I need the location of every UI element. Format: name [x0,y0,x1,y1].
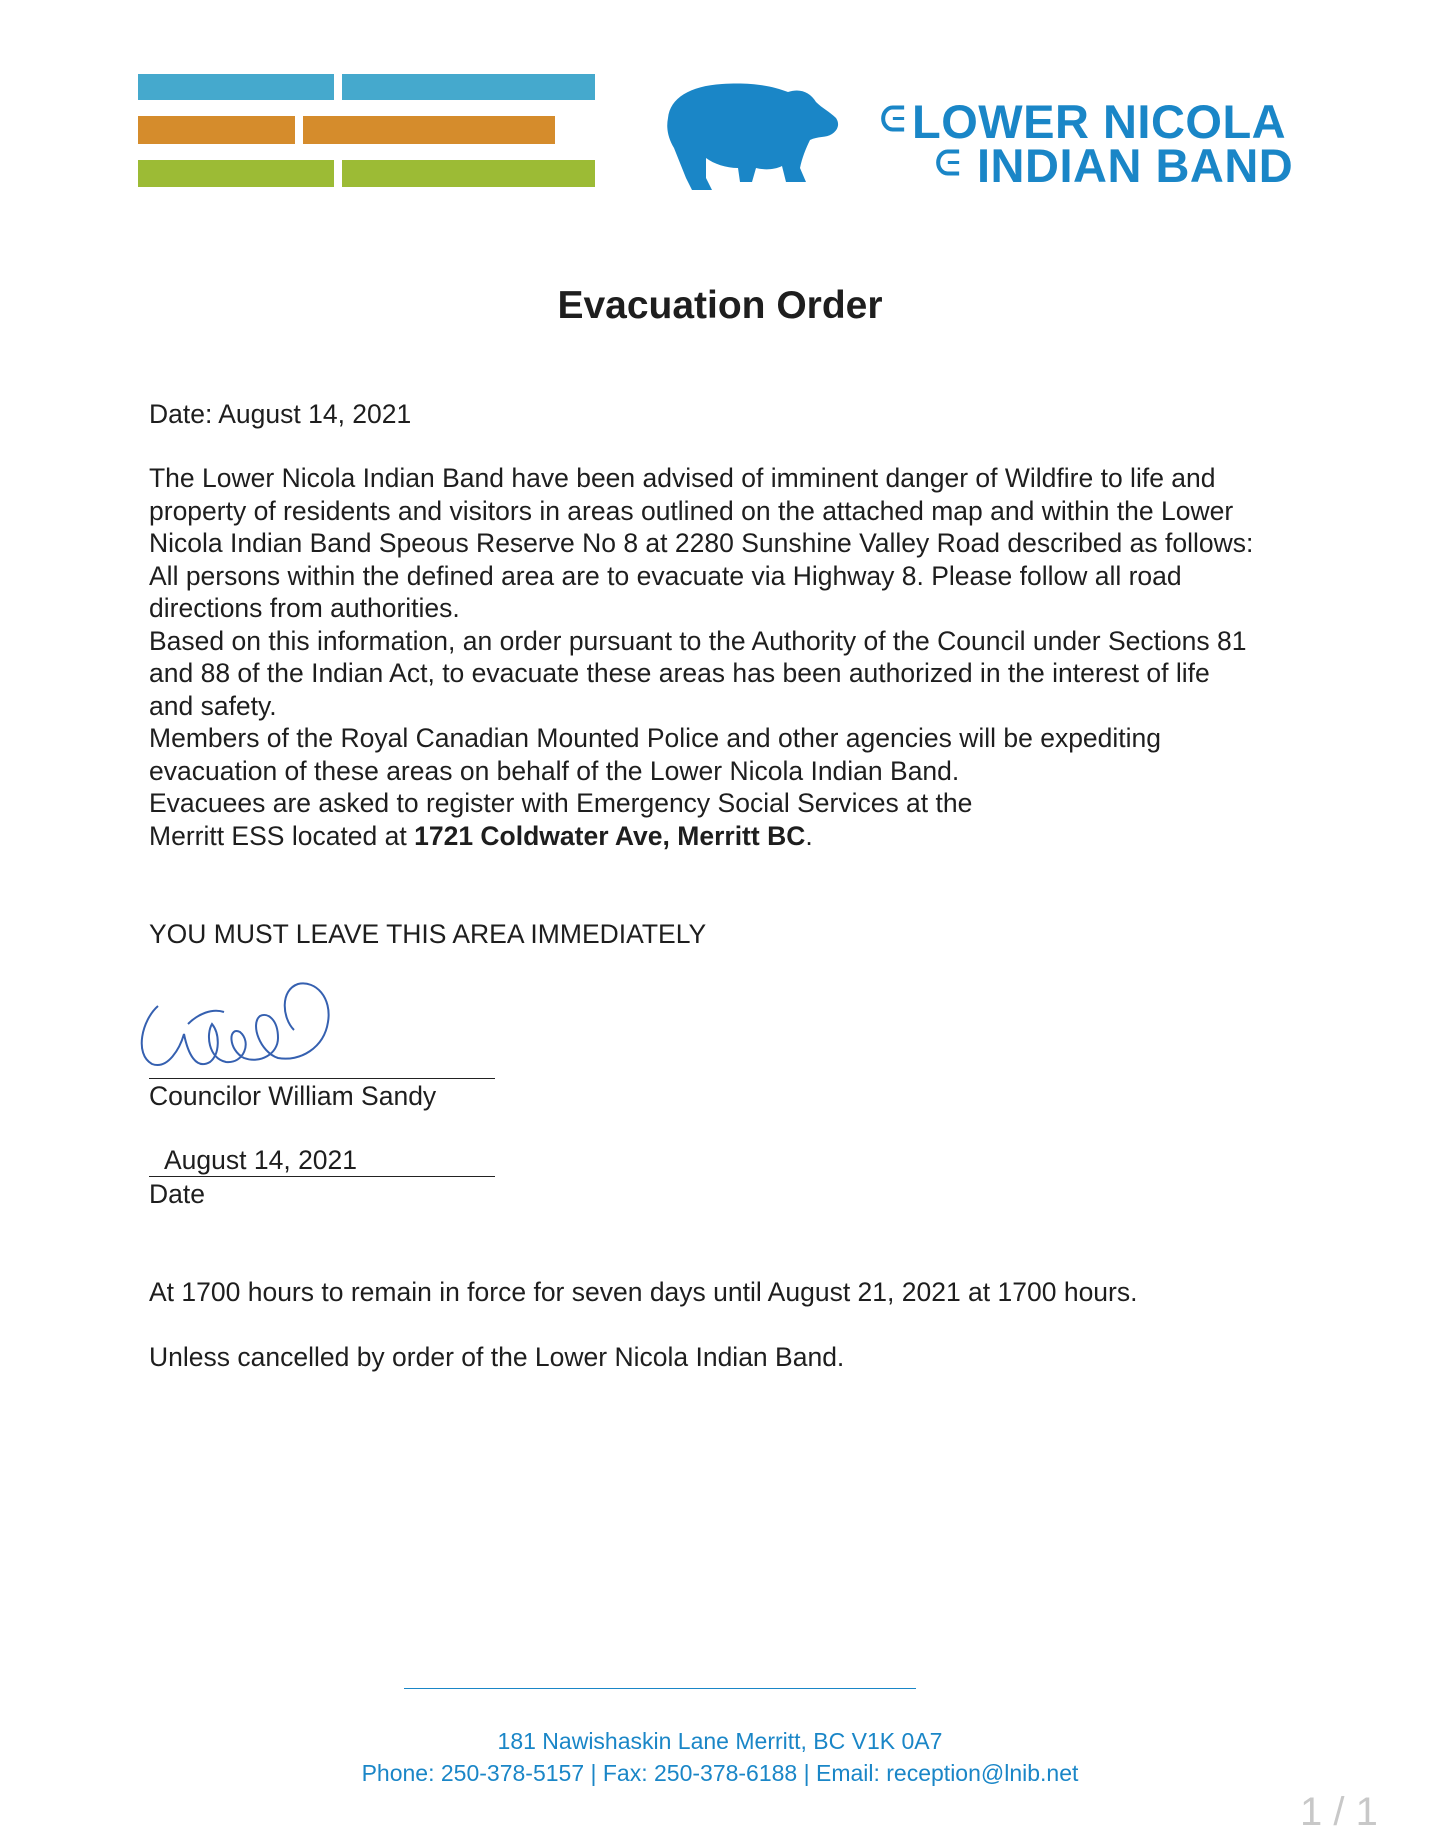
date-line: Date: August 14, 2021 [149,399,412,429]
signatory-name: Councilor William Sandy [149,1081,437,1111]
ess-address: 1721 Coldwater Ave, Merritt BC [414,820,806,851]
brand-mark-icon: ᕮ [880,101,906,139]
body-line: Members of the Royal Canadian Mounted Police and other agencies will be expediting [149,723,1162,753]
body-line: and 88 of the Indian Act, to evacuate these areas has been authorized in the interest of life [149,658,1210,688]
body-line: directions from authorities. [149,593,460,623]
stripe-orange-left [138,116,295,144]
brand-line-2: INDIAN BAND [977,139,1294,192]
brand-line-1: LOWER NICOLA [912,95,1287,148]
body-line: Based on this information, an order pursuant to the Authority of the Council under Sections 81 [149,625,1247,656]
footer-divider [404,1688,916,1689]
date-line-rule [149,1176,495,1177]
body-line: The Lower Nicola Indian Band have been advised of imminent danger of Wildfire to life and [149,463,1216,493]
stripe-green-left [138,160,334,187]
footer-contact: Phone: 250-378-5157 | Fax: 250-378-6188 | Email: reception@lnib.net [361,1760,1079,1786]
evacuation-warning: YOU MUST LEAVE THIS AREA IMMEDIATELY [149,919,707,949]
footer-address: 181 Nawishaskin Lane Merritt, BC V1K 0A7 [497,1728,943,1754]
body-line: All persons within the defined area are to evacuate via Highway 8. Please follow all road [149,560,1182,591]
signed-date: August 14, 2021 [164,1145,358,1175]
in-force-note: At 1700 hours to remain in force for seven days until August 21, 2021 at 1700 hours. [149,1277,1138,1307]
body-line: and safety. [149,690,277,721]
signature [128,958,388,1098]
stripe-green-right [342,160,595,187]
signature-line [149,1078,495,1079]
document-title: Evacuation Order [557,284,883,327]
body-line: Evacuees are asked to register with Emergency Social Services at the [149,788,973,818]
stripe-blue-left [138,74,334,100]
date-label: Date [149,1179,205,1209]
cancel-note: Unless cancelled by order of the Lower Nicola Indian Band. [149,1342,845,1372]
ess-suffix: . [805,820,813,851]
body-line: evacuation of these areas on behalf of the Lower Nicola Indian Band. [149,755,960,786]
bear-icon [660,78,850,198]
page-number: 1 / 1 [1300,1790,1378,1834]
brand-mark-icon-2: ᕮ [935,145,961,183]
stripe-orange-right [303,116,555,144]
body-text [149,462,1253,852]
ess-location-line [149,820,1253,853]
ess-prefix: Merritt ESS located at [149,820,415,851]
body-line: property of residents and visitors in areas outlined on the attached map and within the Lower [149,495,1234,526]
body-line: Nicola Indian Band Speous Reserve No 8 at 2280 Sunshine Valley Road described as follows: [149,528,1254,558]
stripe-blue-right [342,74,595,100]
